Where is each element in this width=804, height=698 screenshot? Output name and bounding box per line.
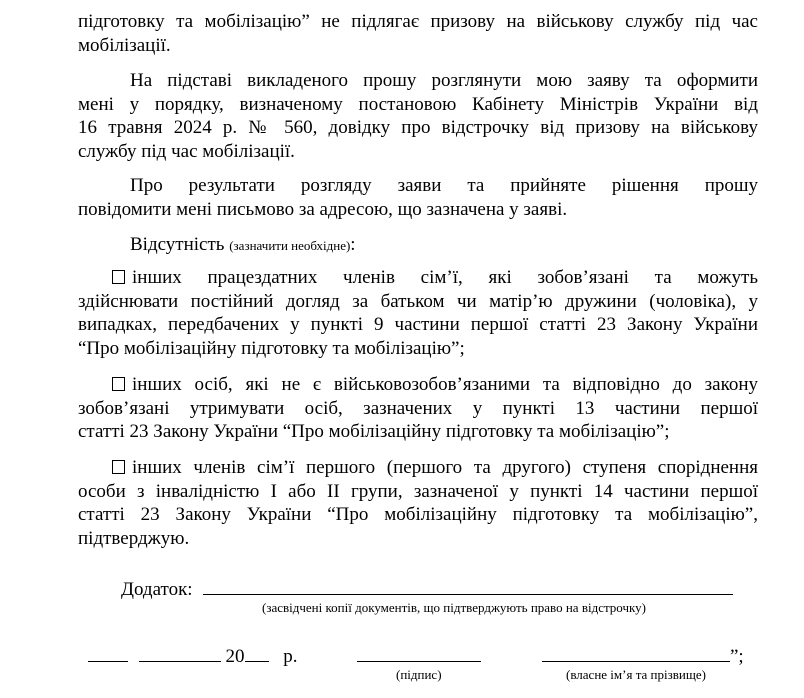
text-line: мені у порядку, визначеному постановою Кабінету Міністрів України від <box>78 93 758 115</box>
attachment-label: Додаток: <box>121 579 193 600</box>
signature-input-line[interactable] <box>357 643 481 662</box>
day-input-line[interactable] <box>88 643 128 662</box>
option-3-checkbox[interactable] <box>112 460 125 474</box>
text-line: особи з інвалідністю I або II групи, зазначеної у пункті 14 частини першої <box>78 480 758 502</box>
paragraph-top <box>78 10 758 57</box>
absence-heading <box>78 233 758 257</box>
date-row <box>88 643 298 668</box>
text-line: Про результати розгляду заяви та прийняте рішення прошу <box>130 175 758 196</box>
option-3 <box>78 456 758 550</box>
year-input-line[interactable] <box>245 643 269 662</box>
text-line: інших працездатних членів сім’ї, які зобов’язані та можуть <box>132 267 758 288</box>
text-line: підготовку та мобілізацію” не підлягає призову на військову службу під час <box>78 11 758 32</box>
paragraph-request <box>78 69 758 163</box>
text-line: статті 23 Закону України “Про мобілізаційну підготовку та мобілізацію”; <box>78 421 670 442</box>
option-2-checkbox[interactable] <box>112 377 125 391</box>
name-input-line[interactable] <box>542 643 730 662</box>
signature-row <box>357 643 481 668</box>
attachment-note: (засвідчені копії документів, що підтверджують право на відстрочку) <box>262 600 646 615</box>
year-prefix: 20 <box>225 646 245 667</box>
option-1 <box>78 266 758 360</box>
absence-hint: (зазначити необхідне) <box>229 238 351 253</box>
closing-quote: ”; <box>730 646 744 667</box>
attachment-input-line[interactable] <box>203 576 733 595</box>
text-line: інших членів сім’ї першого (першого та другого) ступеня споріднення <box>132 457 758 478</box>
month-input-line[interactable] <box>139 643 221 662</box>
year-suffix: р. <box>283 646 298 667</box>
text-line: “Про мобілізаційну підготовку та мобілізацію”; <box>78 337 465 359</box>
text-line: статті 23 Закону України “Про мобілізаційну підготовку та мобілізацію”, <box>78 504 758 525</box>
text-line: мобілізації. <box>78 34 171 56</box>
option-2 <box>78 373 758 444</box>
absence-colon: : <box>350 234 356 255</box>
absence-label: Відсутність <box>130 234 225 255</box>
text-line: На підставі викладеного прошу розглянути мою заяву та оформити <box>130 70 758 91</box>
text-line: підтверджую. <box>78 527 190 549</box>
paragraph-notify <box>78 174 758 221</box>
text-line: зобов’язані утримувати осіб, зазначених у пункті 13 частини першої <box>78 397 758 419</box>
text-line: службу під час мобілізації. <box>78 140 295 162</box>
name-row <box>542 643 744 668</box>
text-line: повідомити мені письмово за адресою, що зазначена у заяві. <box>78 198 568 220</box>
text-line: випадках, передбачених у пункті 9 частини першої статті 23 Закону України <box>78 314 758 335</box>
text-line: інших осіб, які не є військовозобов’язаними та відповідно до закону <box>132 374 758 395</box>
name-note: (власне ім’я та прізвище) <box>566 667 706 682</box>
text-line: 16 травня 2024 р. № 560, довідку про відстрочку від призову на військову <box>78 117 758 138</box>
signature-note: (підпис) <box>396 667 442 682</box>
text-line: здійснювати постійний догляд за батьком чи матір’ю дружини (чоловіка), у <box>78 290 758 312</box>
option-1-checkbox[interactable] <box>112 270 125 284</box>
attachment-row <box>121 576 733 601</box>
